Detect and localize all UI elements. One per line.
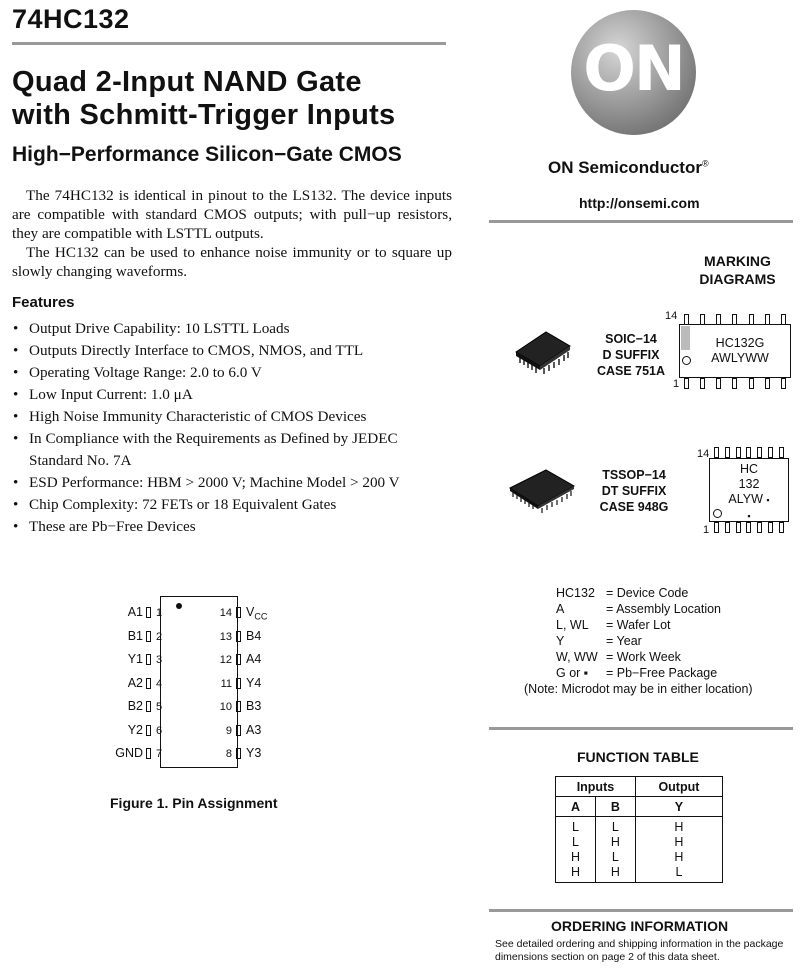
inputs-header: Inputs [556, 777, 636, 797]
pin-name: V [246, 605, 255, 619]
part-number: 74HC132 [12, 4, 130, 34]
tssop-pin-14-label: 14 [697, 448, 710, 460]
pin-lead [236, 607, 241, 618]
pin-number: 3 [156, 654, 163, 666]
legend-key: W, WW [556, 650, 598, 664]
pin-number: 14 [219, 607, 232, 619]
right-pin-row [218, 698, 261, 714]
column-a-values: L L H H [556, 817, 596, 883]
left-pin-row [128, 651, 170, 667]
pin-name: Y1 [127, 652, 143, 666]
tssop-pin1-circle [713, 509, 722, 518]
pin-lead [236, 701, 241, 712]
left-pin-row [128, 628, 170, 644]
pin-lead [236, 631, 241, 642]
feature-item [12, 428, 457, 472]
registered-mark: ® [701, 158, 709, 169]
page-subtitle: High−Performance Silicon−Gate CMOS [12, 143, 402, 166]
left-pin-row [128, 675, 170, 691]
header-rule [12, 42, 446, 45]
right-pin-row [218, 651, 261, 667]
column-a-header: A [556, 797, 596, 817]
soic-label-line-1: SOIC−14 [605, 332, 657, 346]
intro-paragraph-2: The HC132 can be used to enhance noise immunity or to square up slowly changing waveforms. [12, 244, 452, 280]
tssop-mark-text: ALYW [728, 492, 763, 506]
tssop-package-icon [506, 466, 578, 516]
tssop-label-line-1: TSSOP−14 [602, 468, 666, 482]
feature-item [12, 516, 457, 538]
legend-row [556, 633, 721, 649]
right-rule-2 [489, 727, 793, 730]
pin-name: A3 [246, 722, 262, 737]
left-pin-row [128, 722, 170, 738]
pin-1-dot [176, 603, 182, 609]
marking-heading-line-2: DIAGRAMS [699, 271, 776, 287]
tssop-label-line-3: CASE 948G [599, 500, 669, 514]
pin-number: 12 [219, 654, 232, 666]
left-pin-row [128, 698, 170, 714]
pin-name: B1 [127, 628, 143, 643]
pin-lead [236, 748, 241, 759]
pin-lead [146, 701, 151, 712]
tssop-mark-line-1: HC [739, 462, 759, 476]
soic-pin1-stripe [681, 326, 690, 350]
column-y-values: H H H L [635, 817, 722, 883]
soic-label-line-3: CASE 751A [596, 364, 666, 378]
intro-paragraph-1: The 74HC132 is identical in pinout to the LS132. The device inputs are compatible with standard CMOS outputs; with pull−up resistors, they are compatible with LSTTL outputs. [12, 187, 452, 242]
pin-number: 8 [225, 748, 232, 760]
feature-text: Chip Complexity: 72 FETs or 18 Equivalent Gates [29, 496, 337, 513]
title-line-2: with Schmitt-Trigger Inputs [12, 99, 396, 131]
legend-key: G or ▪ [556, 666, 589, 680]
left-pin-row [128, 604, 170, 620]
pin-name: B3 [246, 699, 262, 713]
pin-number: 1 [156, 607, 163, 619]
tssop-marking-text [715, 462, 783, 524]
pin-name: A2 [127, 675, 143, 690]
feature-item [12, 318, 457, 340]
brand-name [548, 158, 709, 178]
legend-row [556, 601, 721, 617]
tssop-bottom-leads [714, 522, 784, 533]
intro-text [12, 186, 452, 281]
microdot-icon: ▪ [747, 511, 751, 521]
feature-item [12, 384, 457, 406]
figure-caption: Figure 1. Pin Assignment [110, 795, 278, 811]
feature-item [12, 362, 457, 384]
legend-value: = Device Code [606, 586, 689, 600]
function-table-column-header [556, 797, 723, 817]
pin-number: 13 [219, 630, 232, 643]
tssop-label-line-2: DT SUFFIX [601, 484, 667, 498]
pin-lead [146, 654, 151, 665]
function-table [555, 776, 723, 883]
soic-pin1-circle [682, 356, 691, 365]
feature-text: High Noise Immunity Characteristic of CMOS Devices [29, 408, 367, 425]
pin-number: 6 [156, 724, 163, 737]
tssop-pin-1-label: 1 [703, 524, 710, 536]
pin-number: 7 [156, 748, 163, 760]
pin-number: 11 [220, 677, 232, 690]
pin-name: A4 [246, 652, 262, 666]
pin-number: 9 [225, 724, 232, 737]
pin-lead [146, 631, 151, 642]
pin-number: 5 [156, 701, 163, 713]
soic-marking-text [692, 336, 788, 366]
legend-value: = Pb−Free Package [606, 666, 718, 680]
legend-value: = Assembly Location [606, 602, 721, 616]
pin-name: Y2 [127, 722, 143, 737]
right-pin-row [218, 722, 261, 738]
feature-text: These are Pb−Free Devices [29, 518, 196, 535]
soic-pin-1-label: 1 [673, 378, 680, 390]
legend-key: A [556, 602, 565, 616]
marking-heading-line-1: MARKING [704, 253, 771, 269]
legend-key: HC132 [556, 586, 595, 600]
pin-name: B2 [127, 699, 143, 713]
feature-item [12, 340, 457, 362]
features-list [12, 318, 457, 538]
features-heading: Features [12, 294, 75, 311]
soic-mark-line-2: AWLYWW [711, 351, 769, 365]
feature-text: Output Drive Capability: 10 LSTTL Loads [29, 320, 290, 337]
right-rule-1 [489, 220, 793, 223]
right-pin-row [218, 675, 261, 691]
feature-text: ESD Performance: HBM > 2000 V; Machine Model > 200 V [29, 474, 400, 491]
pin-lead [146, 748, 151, 759]
feature-text-continued: Standard No. 7A [29, 452, 132, 469]
brand-name-text: ON Semiconductor [548, 158, 702, 177]
marking-heading [690, 252, 785, 288]
legend-row [556, 585, 721, 601]
pin-name: GND [115, 746, 143, 760]
page-title [12, 66, 396, 132]
feature-text: Operating Voltage Range: 2.0 to 6.0 V [29, 364, 262, 381]
pin-number: 2 [156, 630, 163, 643]
title-line-1: Quad 2-Input NAND Gate [12, 66, 362, 98]
soic-label-line-2: D SUFFIX [602, 348, 660, 362]
right-pin-row [218, 745, 261, 761]
pin-name: A1 [127, 605, 143, 619]
pin-lead [236, 654, 241, 665]
microdot-icon: ▪ [766, 495, 770, 505]
feature-text: • In Compliance with the Requirements as Defined by JEDEC [29, 430, 398, 447]
feature-text: Outputs Directly Interface to CMOS, NMOS, and TTL [29, 342, 364, 359]
pin-lead [146, 607, 151, 618]
pin-number: 4 [156, 677, 163, 690]
marking-legend [556, 585, 721, 681]
feature-item [12, 472, 457, 494]
column-b-values: L H L H [595, 817, 635, 883]
feature-text: Low Input Current: 1.0 μA [29, 386, 193, 403]
pin-name: Y3 [246, 746, 262, 760]
legend-row [556, 665, 721, 681]
column-y-header: Y [635, 797, 722, 817]
pin-name: B4 [246, 628, 262, 643]
function-table-group-header [556, 777, 723, 797]
tssop-mark-line-3 [715, 492, 783, 508]
right-rule-3 [489, 909, 793, 912]
logo-text: ON [583, 32, 684, 105]
legend-key: L, WL [556, 618, 589, 632]
right-pin-row [218, 628, 261, 644]
ordering-text: See detailed ordering and shipping information in the package dimensions section on page 2 of this data sheet. [495, 938, 784, 963]
tssop-top-leads [714, 447, 784, 458]
legend-row [556, 617, 721, 633]
legend-key: Y [556, 634, 565, 648]
pin-name: Y4 [246, 675, 262, 690]
legend-note: (Note: Microdot may be in either location) [524, 682, 753, 696]
output-header: Output [635, 777, 722, 797]
function-table-heading: FUNCTION TABLE [577, 749, 699, 765]
soic-mark-line-1: HC132G [715, 336, 765, 350]
feature-item [12, 406, 457, 428]
legend-value: = Year [606, 634, 642, 648]
soic-package-icon [512, 326, 574, 376]
legend-row [556, 649, 721, 665]
pin-lead [146, 678, 151, 689]
ordering-heading: ORDERING INFORMATION [551, 918, 729, 934]
tssop-label [596, 467, 672, 515]
legend-value: = Work Week [606, 650, 681, 664]
soic-label [596, 331, 666, 379]
right-pin-row [218, 604, 267, 620]
function-table-body [556, 817, 723, 883]
pin-name-subscript: CC [254, 611, 268, 622]
left-pin-row [115, 745, 170, 761]
tssop-mark-line-2: 132 [738, 477, 760, 491]
pin-lead [236, 678, 241, 689]
legend-value: = Wafer Lot [606, 618, 671, 632]
website-url[interactable]: http://onsemi.com [579, 195, 700, 211]
pin-lead [146, 725, 151, 736]
column-b-header: B [595, 797, 635, 817]
pin-lead [236, 725, 241, 736]
soic-pin-14-label: 14 [665, 310, 678, 322]
pin-number: 10 [219, 701, 232, 713]
feature-item [12, 494, 457, 516]
soic-bottom-leads [684, 378, 786, 389]
